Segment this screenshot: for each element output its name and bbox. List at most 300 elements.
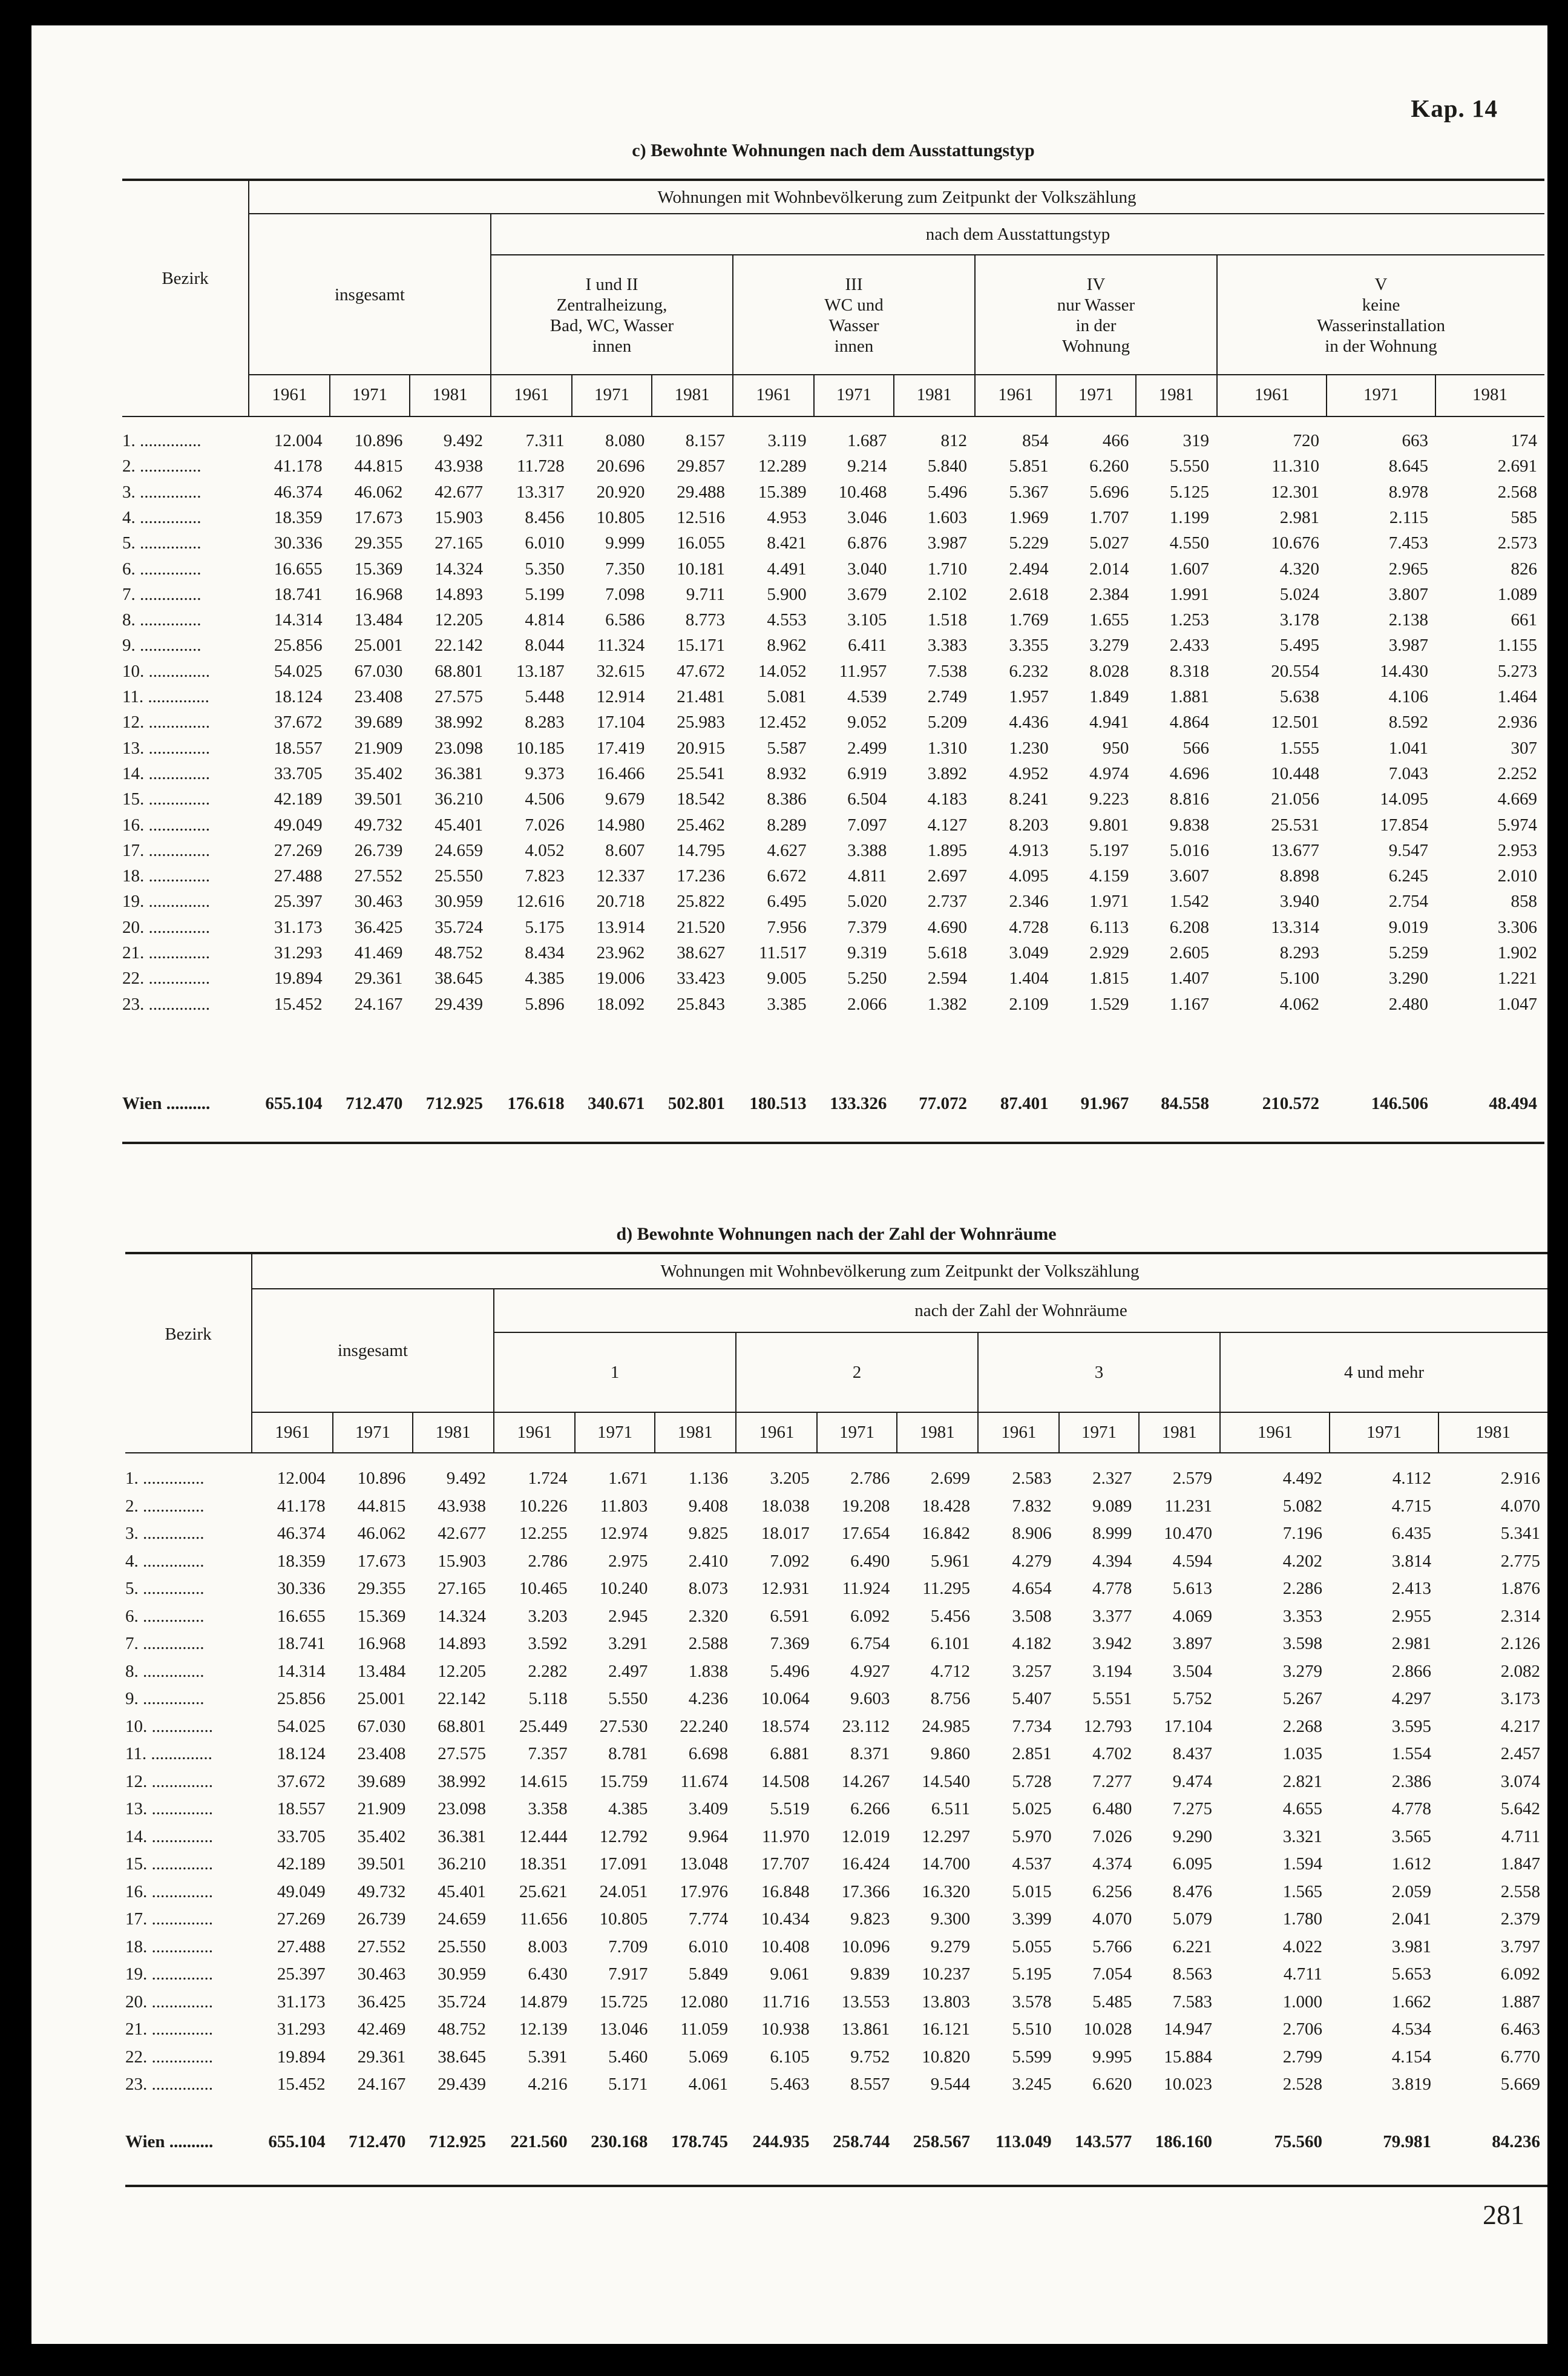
table-cell: 67.030 bbox=[354, 661, 403, 681]
table-cell: 8.563 bbox=[1172, 1964, 1212, 1984]
table-cell: 23.408 bbox=[354, 687, 403, 706]
table-cell: 3.279 bbox=[1089, 636, 1129, 656]
group-header-v: V keine Wasserinstallation in der Wohnung bbox=[1317, 275, 1445, 356]
table-cell: 307 bbox=[1511, 738, 1537, 758]
table-cell: 10.408 bbox=[761, 1937, 810, 1956]
table-cell: 5.900 bbox=[767, 584, 807, 604]
table-cell: 8.371 bbox=[850, 1744, 890, 1763]
table-cell: 20.696 bbox=[596, 456, 645, 476]
table-cell: 1.000 bbox=[1282, 1992, 1322, 2012]
table-row bbox=[125, 1607, 1547, 1631]
table-cell: 13.317 bbox=[516, 482, 565, 502]
table-cell: 36.425 bbox=[357, 1992, 406, 2012]
table-cell: 566 bbox=[1183, 738, 1209, 758]
table-cell: 1.041 bbox=[1388, 738, 1428, 758]
table-cell: 26.739 bbox=[354, 840, 403, 860]
table-cell: 16.968 bbox=[354, 584, 403, 604]
table-cell: 8.781 bbox=[608, 1744, 648, 1763]
table-cell: 4.952 bbox=[1009, 763, 1049, 783]
col-bezirk-header: Bezirk bbox=[165, 1325, 212, 1344]
table-cell: 24.985 bbox=[922, 1716, 970, 1736]
table-row bbox=[125, 1579, 1547, 1603]
table-cell: 5.020 bbox=[847, 892, 887, 912]
table-cell: 10.805 bbox=[599, 1909, 648, 1929]
table-cell: 8.080 bbox=[605, 431, 645, 450]
bezirk-label: 11. .............. bbox=[122, 687, 209, 706]
table-cell: 5.496 bbox=[770, 1661, 810, 1681]
table-cell: 9.839 bbox=[850, 1964, 890, 1984]
table-cell: 8.293 bbox=[1279, 943, 1319, 963]
table-cell: 13.677 bbox=[1271, 840, 1319, 860]
table-cell: 3.046 bbox=[847, 507, 887, 527]
table-cell: 8.437 bbox=[1172, 1744, 1212, 1763]
table-cell: 39.501 bbox=[357, 1854, 406, 1874]
table-cell: 18.359 bbox=[277, 1551, 326, 1571]
table-cell: 221.560 bbox=[510, 2132, 568, 2151]
table-cell: 24.659 bbox=[438, 1909, 486, 1929]
table-cell: 6.672 bbox=[767, 866, 807, 886]
bezirk-label: 17. .............. bbox=[122, 840, 210, 860]
table-cell: 41.178 bbox=[274, 456, 323, 476]
table-cell: 2.384 bbox=[1089, 584, 1129, 604]
table-cell: 4.491 bbox=[767, 559, 807, 579]
table-cell: 6.092 bbox=[1500, 1964, 1540, 1984]
table-cell: 6.698 bbox=[688, 1744, 728, 1763]
table-cell: 1.612 bbox=[1391, 1854, 1431, 1874]
year-header: 1961 bbox=[517, 1423, 553, 1442]
bezirk-label: 8. .............. bbox=[122, 610, 202, 630]
table-cell: 11.324 bbox=[597, 636, 645, 656]
bezirk-label: 21. .............. bbox=[122, 943, 210, 963]
year-header: 1971 bbox=[1366, 1423, 1402, 1442]
table-cell: 11.656 bbox=[519, 1909, 568, 1929]
table-cell: 5.696 bbox=[1089, 482, 1129, 502]
table-cell: 2.866 bbox=[1391, 1661, 1431, 1681]
table-cell: 16.055 bbox=[677, 533, 725, 553]
bezirk-label: 7. .............. bbox=[122, 584, 202, 604]
table-cell: 87.401 bbox=[1000, 1094, 1049, 1113]
table-cell: 23.962 bbox=[596, 943, 645, 963]
table-cell: 17.673 bbox=[357, 1551, 406, 1571]
table-cell: 46.374 bbox=[277, 1524, 326, 1543]
table-cell: 3.892 bbox=[927, 763, 967, 783]
table-cell: 16.968 bbox=[357, 1634, 406, 1653]
table-cell: 13.553 bbox=[841, 1992, 890, 2012]
table-cell: 6.586 bbox=[605, 610, 645, 630]
table-cell: 5.460 bbox=[608, 2047, 648, 2067]
table-cell: 23.098 bbox=[438, 1799, 486, 1818]
table-cell: 1.847 bbox=[1500, 1854, 1540, 1874]
table-cell: 4.070 bbox=[1500, 1496, 1540, 1516]
table-cell: 14.980 bbox=[596, 815, 645, 835]
table-cell: 22.142 bbox=[435, 636, 483, 656]
table-cell: 36.381 bbox=[435, 763, 483, 783]
table-cell: 4.506 bbox=[525, 789, 565, 809]
table-cell: 38.645 bbox=[438, 2047, 486, 2067]
table-cell: 1.310 bbox=[927, 738, 967, 758]
table-cell: 11.803 bbox=[600, 1496, 648, 1516]
table-cell: 1.136 bbox=[688, 1469, 728, 1488]
table-cell: 29.439 bbox=[438, 2075, 486, 2094]
table-cell: 466 bbox=[1102, 431, 1129, 450]
bezirk-label: 13. .............. bbox=[125, 1799, 213, 1818]
year-header: 1981 bbox=[919, 1423, 955, 1442]
table-cell: 27.488 bbox=[277, 1937, 326, 1956]
table-cell: 5.069 bbox=[688, 2047, 728, 2067]
table-cell: 26.739 bbox=[357, 1909, 406, 1929]
table-cell: 10.820 bbox=[922, 2047, 970, 2067]
table-cell: 7.453 bbox=[1388, 533, 1428, 553]
table-cell: 39.689 bbox=[357, 1771, 406, 1791]
table-cell: 2.936 bbox=[1497, 712, 1537, 732]
table-cell: 11.231 bbox=[1164, 1496, 1212, 1516]
table-cell: 9.492 bbox=[443, 431, 483, 450]
table-cell: 4.216 bbox=[528, 2075, 568, 2094]
table-cell: 10.896 bbox=[357, 1469, 406, 1488]
table-cell: 7.350 bbox=[605, 559, 645, 579]
table-cell: 9.995 bbox=[1092, 2047, 1132, 2067]
table-cell: 5.840 bbox=[927, 456, 967, 476]
table-cell: 21.056 bbox=[1271, 789, 1319, 809]
table-cell: 16.320 bbox=[922, 1881, 970, 1901]
table-cell: 2.699 bbox=[930, 1469, 970, 1488]
table-cell: 43.938 bbox=[438, 1496, 486, 1516]
year-header: 1961 bbox=[759, 1423, 795, 1442]
table-cell: 9.547 bbox=[1388, 840, 1428, 860]
table-cell: 8.557 bbox=[850, 2075, 890, 2094]
table-cell: 5.350 bbox=[525, 559, 565, 579]
table-cell: 11.728 bbox=[516, 456, 565, 476]
table-cell: 8.816 bbox=[1169, 789, 1209, 809]
bezirk-label: 18. .............. bbox=[125, 1937, 213, 1956]
table-cell: 5.496 bbox=[927, 482, 967, 502]
table-cell: 30.463 bbox=[354, 892, 403, 912]
bezirk-label: 9. .............. bbox=[122, 636, 202, 656]
table-cell: 15.725 bbox=[599, 1992, 648, 2012]
table-cell: 8.003 bbox=[528, 1937, 568, 1956]
table-cell: 18.542 bbox=[677, 789, 725, 809]
table-cell: 5.367 bbox=[1009, 482, 1049, 502]
table-cell: 11.517 bbox=[758, 943, 807, 963]
table-cell: 3.385 bbox=[767, 994, 807, 1014]
table-cell: 10.676 bbox=[1271, 533, 1319, 553]
year-header: 1971 bbox=[597, 1423, 632, 1442]
table-cell: 4.778 bbox=[1391, 1799, 1431, 1818]
table-cell: 8.962 bbox=[767, 636, 807, 656]
table-cell: 5.642 bbox=[1500, 1799, 1540, 1818]
bezirk-label: 20. .............. bbox=[122, 917, 210, 937]
table-cell: 2.413 bbox=[1391, 1579, 1431, 1598]
table-cell: 12.792 bbox=[599, 1826, 648, 1846]
table-cell: 2.737 bbox=[927, 892, 967, 912]
table-cell: 712.470 bbox=[349, 2132, 406, 2151]
table-cell: 5.341 bbox=[1500, 1524, 1540, 1543]
table-cell: 44.815 bbox=[354, 456, 403, 476]
table-cell: 9.223 bbox=[1089, 789, 1129, 809]
table-cell: 46.374 bbox=[274, 482, 323, 502]
table-cell: 4.553 bbox=[767, 610, 807, 630]
table-cell: 17.976 bbox=[680, 1881, 728, 1901]
table-cell: 3.388 bbox=[847, 840, 887, 860]
table-cell: 854 bbox=[1022, 431, 1049, 450]
table-cell: 8.906 bbox=[1012, 1524, 1052, 1543]
table-cell: 3.607 bbox=[1169, 866, 1209, 886]
table-cell: 17.091 bbox=[599, 1854, 648, 1874]
table-cell: 9.408 bbox=[688, 1496, 728, 1516]
table-cell: 3.358 bbox=[528, 1799, 568, 1818]
table-cell: 4.159 bbox=[1089, 866, 1129, 886]
table-cell: 3.598 bbox=[1282, 1634, 1322, 1653]
table-cell: 3.942 bbox=[1092, 1634, 1132, 1653]
table-cell: 46.062 bbox=[357, 1524, 406, 1543]
table-cell: 18.124 bbox=[274, 687, 323, 706]
table-cell: 9.319 bbox=[847, 943, 887, 963]
table-cell: 15.369 bbox=[357, 1606, 406, 1626]
table-cell: 25.397 bbox=[274, 892, 323, 912]
table-cell: 14.267 bbox=[841, 1771, 890, 1791]
table-cell: 1.707 bbox=[1089, 507, 1129, 527]
table-cell: 319 bbox=[1183, 431, 1209, 450]
table-cell: 41.469 bbox=[354, 943, 403, 963]
table-cell: 42.189 bbox=[274, 789, 323, 809]
table-cell: 20.554 bbox=[1271, 661, 1319, 681]
table-cell: 11.295 bbox=[922, 1579, 970, 1598]
table-cell: 8.898 bbox=[1279, 866, 1319, 886]
table-row bbox=[125, 1992, 1547, 2016]
table-cell: 1.047 bbox=[1497, 994, 1537, 1014]
table-cell: 5.195 bbox=[1012, 1964, 1052, 1984]
table-cell: 655.104 bbox=[268, 2132, 326, 2151]
table-cell: 4.702 bbox=[1092, 1744, 1132, 1763]
table-cell: 12.616 bbox=[516, 892, 565, 912]
table-cell: 1.089 bbox=[1497, 584, 1537, 604]
table-cell: 4.690 bbox=[927, 917, 967, 937]
table-cell: 8.645 bbox=[1388, 456, 1428, 476]
table-cell: 19.894 bbox=[277, 2047, 326, 2067]
table-cell: 25.550 bbox=[438, 1937, 486, 1956]
table-cell: 10.434 bbox=[761, 1909, 810, 1929]
table-cell: 1.780 bbox=[1282, 1909, 1322, 1929]
table-cell: 7.054 bbox=[1092, 1964, 1132, 1984]
table-cell: 5.456 bbox=[930, 1606, 970, 1626]
table-cell: 27.269 bbox=[274, 840, 323, 860]
table-cell: 45.401 bbox=[435, 815, 483, 835]
table-cell: 12.139 bbox=[519, 2019, 568, 2039]
table-cell: 16.424 bbox=[841, 1854, 890, 1874]
table-cell: 10.237 bbox=[922, 1964, 970, 1984]
table-cell: 12.019 bbox=[841, 1826, 890, 1846]
table-cell: 29.355 bbox=[357, 1579, 406, 1598]
table-cell: 30.336 bbox=[274, 533, 323, 553]
table-row bbox=[122, 610, 1544, 634]
bezirk-label: 12. .............. bbox=[125, 1771, 213, 1791]
table-cell: 858 bbox=[1511, 892, 1537, 912]
table-cell: 1.887 bbox=[1500, 1992, 1540, 2012]
table-cell: 14.052 bbox=[758, 661, 807, 681]
table-cell: 3.291 bbox=[608, 1634, 648, 1653]
table-cell: 258.744 bbox=[833, 2132, 890, 2151]
table-cell: 11.957 bbox=[839, 661, 887, 681]
table-cell: 812 bbox=[940, 431, 967, 450]
table-cell: 10.468 bbox=[838, 482, 887, 502]
table-cell: 17.419 bbox=[596, 738, 645, 758]
table-cell: 5.100 bbox=[1279, 969, 1319, 989]
total-row bbox=[125, 2132, 1547, 2156]
table-cell: 3.409 bbox=[688, 1799, 728, 1818]
table-row bbox=[125, 1469, 1547, 1493]
table-cell: 3.355 bbox=[1009, 636, 1049, 656]
table-cell: 113.049 bbox=[996, 2132, 1052, 2151]
table-cell: 25.621 bbox=[519, 1881, 568, 1901]
table-cell: 2.014 bbox=[1089, 559, 1129, 579]
table-cell: 1.518 bbox=[927, 610, 967, 630]
table-cell: 18.092 bbox=[596, 994, 645, 1014]
table-cell: 3.074 bbox=[1500, 1771, 1540, 1791]
table-cell: 4.778 bbox=[1092, 1579, 1132, 1598]
table-cell: 20.718 bbox=[596, 892, 645, 912]
bezirk-label: 2. .............. bbox=[125, 1496, 205, 1516]
table-cell: 22.240 bbox=[680, 1716, 728, 1736]
table-cell: 4.492 bbox=[1282, 1469, 1322, 1488]
table-cell: 37.672 bbox=[277, 1771, 326, 1791]
table-wohnraeume bbox=[125, 1176, 1547, 2205]
table-cell: 1.957 bbox=[1009, 687, 1049, 706]
table-cell: 10.448 bbox=[1271, 763, 1319, 783]
table-cell: 10.896 bbox=[354, 431, 403, 450]
table-cell: 12.914 bbox=[596, 687, 645, 706]
table-cell: 4.385 bbox=[525, 969, 565, 989]
table-cell: 13.046 bbox=[599, 2019, 648, 2039]
table-cell: 1.662 bbox=[1391, 1992, 1431, 2012]
table-cell: 6.105 bbox=[770, 2047, 810, 2067]
table-cell: 3.245 bbox=[1012, 2075, 1052, 2094]
table-cell: 5.970 bbox=[1012, 1826, 1052, 1846]
bezirk-label: 10. .............. bbox=[122, 661, 210, 681]
table-cell: 9.603 bbox=[850, 1689, 890, 1708]
table-cell: 11.059 bbox=[680, 2019, 728, 2039]
table-cell: 2.457 bbox=[1500, 1744, 1540, 1763]
table-cell: 2.975 bbox=[608, 1551, 648, 1571]
table-cell: 42.189 bbox=[277, 1854, 326, 1874]
table-cell: 12.444 bbox=[519, 1826, 568, 1846]
table-cell: 12.205 bbox=[435, 610, 483, 630]
bezirk-label: 16. .............. bbox=[122, 815, 210, 835]
table-cell: 21.481 bbox=[677, 687, 725, 706]
table-cell: 14.700 bbox=[922, 1854, 970, 1874]
table-cell: 3.049 bbox=[1009, 943, 1049, 963]
table-cell: 35.724 bbox=[435, 917, 483, 937]
table-ausstattungstyp bbox=[122, 25, 1544, 1176]
table-cell: 1.554 bbox=[1391, 1744, 1431, 1763]
bezirk-label: 22. .............. bbox=[125, 2047, 213, 2067]
table-cell: 180.513 bbox=[749, 1094, 807, 1113]
table-cell: 18.574 bbox=[761, 1716, 810, 1736]
table-cell: 1.555 bbox=[1279, 738, 1319, 758]
bezirk-label: 1. .............. bbox=[122, 431, 202, 450]
table-row bbox=[125, 1524, 1547, 1548]
table-cell: 4.070 bbox=[1092, 1909, 1132, 1929]
table-cell: 6.876 bbox=[847, 533, 887, 553]
bezirk-label: 19. .............. bbox=[125, 1964, 213, 1984]
bezirk-label: 6. .............. bbox=[122, 559, 202, 579]
table-cell: 15.759 bbox=[599, 1771, 648, 1791]
table-cell: 1.710 bbox=[927, 559, 967, 579]
table-cell: 9.061 bbox=[770, 1964, 810, 1984]
table-cell: 9.474 bbox=[1172, 1771, 1212, 1791]
table-cell: 18.557 bbox=[274, 738, 323, 758]
table-cell: 1.876 bbox=[1500, 1579, 1540, 1598]
table-cell: 10.240 bbox=[599, 1579, 648, 1598]
table-body bbox=[125, 1176, 1547, 2205]
table-cell: 2.579 bbox=[1172, 1469, 1212, 1488]
table-cell: 35.402 bbox=[354, 763, 403, 783]
table-cell: 2.775 bbox=[1500, 1551, 1540, 1571]
table-row bbox=[122, 739, 1544, 763]
table-cell: 8.241 bbox=[1009, 789, 1049, 809]
table-cell: 37.672 bbox=[274, 712, 323, 732]
table-cell: 49.049 bbox=[274, 815, 323, 835]
table-cell: 5.055 bbox=[1012, 1937, 1052, 1956]
table-cell: 9.019 bbox=[1388, 917, 1428, 937]
bezirk-label: 15. .............. bbox=[122, 789, 210, 809]
table-cell: 5.613 bbox=[1172, 1579, 1212, 1598]
table-cell: 8.434 bbox=[525, 943, 565, 963]
table-cell: 38.992 bbox=[435, 712, 483, 732]
table-cell: 15.452 bbox=[274, 994, 323, 1014]
table-row bbox=[125, 1937, 1547, 1961]
table-cell: 2.605 bbox=[1169, 943, 1209, 963]
table-cell: 29.439 bbox=[435, 994, 483, 1014]
table-cell: 2.749 bbox=[927, 687, 967, 706]
table-cell: 6.232 bbox=[1009, 661, 1049, 681]
table-cell: 3.321 bbox=[1282, 1826, 1322, 1846]
table-cell: 6.919 bbox=[847, 763, 887, 783]
table-cell: 3.383 bbox=[927, 636, 967, 656]
table-cell: 11.716 bbox=[761, 1992, 810, 2012]
table-cell: 24.659 bbox=[435, 840, 483, 860]
year-header: 1961 bbox=[998, 385, 1034, 404]
bezirk-label: 15. .............. bbox=[125, 1854, 213, 1874]
table-cell: 6.620 bbox=[1092, 2075, 1132, 2094]
table-cell: 25.856 bbox=[277, 1689, 326, 1708]
table-row bbox=[125, 1634, 1547, 1658]
table-row bbox=[122, 482, 1544, 507]
table-cell: 2.568 bbox=[1497, 482, 1537, 502]
table-cell: 6.092 bbox=[850, 1606, 890, 1626]
table-cell: 6.208 bbox=[1169, 917, 1209, 937]
table-cell: 4.217 bbox=[1500, 1716, 1540, 1736]
table-cell: 9.860 bbox=[930, 1744, 970, 1763]
table-cell: 21.909 bbox=[354, 738, 403, 758]
table-cell: 5.599 bbox=[1012, 2047, 1052, 2067]
table-cell: 13.484 bbox=[357, 1661, 406, 1681]
table-cell: 39.689 bbox=[354, 712, 403, 732]
bezirk-label: 6. .............. bbox=[125, 1606, 205, 1626]
table-cell: 14.947 bbox=[1164, 2019, 1212, 2039]
table-cell: 6.113 bbox=[1090, 917, 1129, 937]
table-row bbox=[122, 687, 1544, 711]
table-cell: 38.627 bbox=[677, 943, 725, 963]
table-cell: 19.006 bbox=[596, 969, 645, 989]
table-row bbox=[125, 1964, 1547, 1989]
table-cell: 2.082 bbox=[1500, 1661, 1540, 1681]
table-cell: 7.379 bbox=[847, 917, 887, 937]
table-cell: 5.118 bbox=[528, 1689, 568, 1708]
table-cell: 14.314 bbox=[277, 1661, 326, 1681]
table-cell: 4.711 bbox=[1501, 1826, 1540, 1846]
table-cell: 2.965 bbox=[1388, 559, 1428, 579]
table-cell: 19.208 bbox=[841, 1496, 890, 1516]
